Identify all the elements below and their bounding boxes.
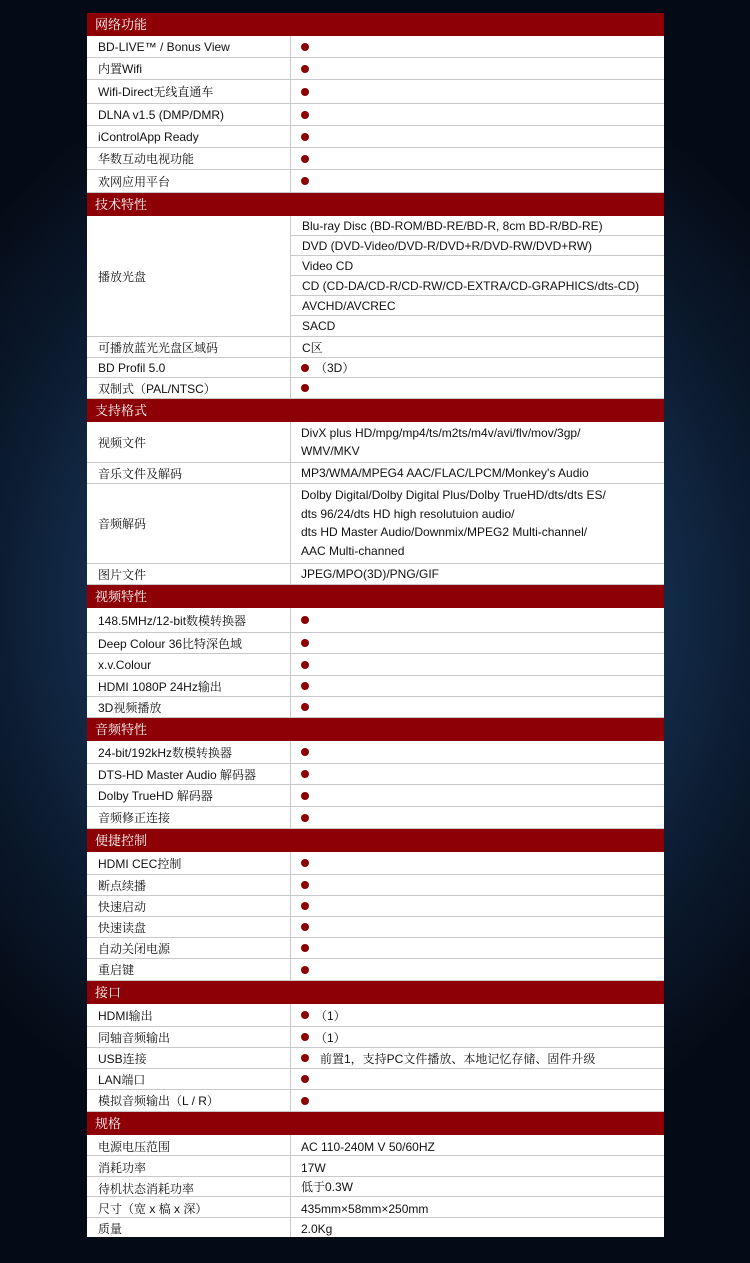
- row-label: 电源电压范围: [87, 1135, 291, 1155]
- table-row: [87, 896, 664, 917]
- supported-dot-icon: [301, 639, 309, 647]
- table-row: [87, 58, 664, 80]
- row-label: DLNA v1.5 (DMP/DMR): [87, 104, 291, 125]
- row-label: 断点续播: [87, 875, 291, 895]
- table-row: [87, 80, 664, 104]
- table-row: [87, 358, 664, 378]
- row-value: JPEG/MPO(3D)/PNG/GIF: [301, 567, 440, 581]
- row-label: 音频解码: [87, 484, 291, 563]
- row-label: LAN端口: [87, 1069, 291, 1089]
- table-row: [87, 959, 664, 981]
- row-value: C区: [302, 340, 323, 355]
- row-label: 音频修正连接: [87, 807, 291, 828]
- table-row: [87, 852, 664, 875]
- row-note: 前置1，支持PC文件播放、本地记忆存储、固件升级: [320, 1051, 596, 1066]
- supported-dot-icon: [301, 1075, 309, 1083]
- table-row: [87, 741, 664, 764]
- table-row: [87, 875, 664, 896]
- disc-list: [291, 216, 664, 336]
- table-row: [87, 170, 664, 193]
- table-row: [87, 807, 664, 829]
- row-label: 3D视频播放: [87, 697, 291, 717]
- disc-item: Video CD: [291, 256, 664, 276]
- row-note: （3D）: [315, 361, 355, 375]
- disc-item: Blu-ray Disc (BD-ROM/BD-RE/BD-R, 8cm BD-R/BD-RE): [291, 216, 664, 236]
- supported-dot-icon: [301, 133, 309, 141]
- row-label: 快速读盘: [87, 917, 291, 937]
- supported-dot-icon: [301, 364, 309, 372]
- table-row: [87, 422, 664, 463]
- table-row: [87, 1218, 664, 1237]
- row-label: USB连接: [87, 1048, 291, 1068]
- table-row: [87, 564, 664, 585]
- spec-sheet: [87, 13, 664, 1237]
- table-row: [87, 917, 664, 938]
- row-label: Wifi-Direct无线直通车: [87, 80, 291, 103]
- supported-dot-icon: [301, 923, 309, 931]
- supported-dot-icon: [301, 1011, 309, 1019]
- row-label: Deep Colour 36比特深色域: [87, 633, 291, 653]
- supported-dot-icon: [301, 770, 309, 778]
- row-label: Dolby TrueHD 解码器: [87, 785, 291, 806]
- section-header-ports: 接口: [87, 981, 664, 1004]
- supported-dot-icon: [301, 1097, 309, 1105]
- disc-item: AVCHD/AVCREC: [291, 296, 664, 316]
- table-row: [87, 126, 664, 148]
- table-row: [87, 216, 664, 337]
- row-label: DTS-HD Master Audio 解码器: [87, 764, 291, 784]
- row-label: iControlApp Ready: [87, 126, 291, 147]
- row-label: 尺寸（宽 x 槁 x 深）: [87, 1197, 291, 1217]
- supported-dot-icon: [301, 881, 309, 889]
- supported-dot-icon: [301, 859, 309, 867]
- supported-dot-icon: [301, 43, 309, 51]
- row-label: 24-bit/192kHz数模转换器: [87, 741, 291, 763]
- row-label: 模拟音频输出（L / R）: [87, 1090, 291, 1111]
- row-label: 快速启动: [87, 896, 291, 916]
- table-row: [87, 1027, 664, 1048]
- table-row: [87, 764, 664, 785]
- row-label: 双制式（PAL/NTSC）: [87, 378, 291, 398]
- row-note: （1）: [315, 1030, 346, 1045]
- row-label: 播放光盘: [87, 216, 291, 336]
- supported-dot-icon: [301, 1054, 309, 1062]
- table-row: [87, 378, 664, 399]
- table-row: [87, 337, 664, 358]
- supported-dot-icon: [301, 177, 309, 185]
- row-label: x.v.Colour: [87, 654, 291, 675]
- supported-dot-icon: [301, 792, 309, 800]
- section-header-tech: 技术特性: [87, 193, 664, 216]
- row-label: HDMI CEC控制: [87, 852, 291, 874]
- row-value: DivX plus HD/mpg/mp4/ts/m2ts/m4v/avi/flv/mov/3gp/ WMV/MKV: [301, 426, 581, 458]
- table-row: [87, 104, 664, 126]
- table-row: [87, 654, 664, 676]
- row-value: 低于0.3W: [301, 1180, 354, 1194]
- row-label: BD Profil 5.0: [87, 358, 291, 377]
- row-value: 435mm×58mm×250mm: [301, 1202, 429, 1216]
- row-value: MP3/WMA/MPEG4 AAC/FLAC/LPCM/Monkey's Audio: [301, 466, 589, 480]
- row-label: 视频文件: [87, 422, 291, 462]
- row-note: （1）: [315, 1008, 346, 1023]
- row-label: 自动关闭电源: [87, 938, 291, 958]
- table-row: [87, 938, 664, 959]
- table-row: [87, 608, 664, 633]
- table-row: [87, 484, 664, 564]
- table-row: [87, 1048, 664, 1069]
- supported-dot-icon: [301, 155, 309, 163]
- disc-item: CD (CD-DA/CD-R/CD-RW/CD-EXTRA/CD-GRAPHICS/dts-CD): [291, 276, 664, 296]
- disc-item: SACD: [302, 319, 336, 333]
- supported-dot-icon: [301, 616, 309, 624]
- supported-dot-icon: [301, 1033, 309, 1041]
- table-row: [87, 633, 664, 654]
- supported-dot-icon: [301, 703, 309, 711]
- table-row: [87, 1177, 664, 1197]
- row-value: 17W: [301, 1161, 326, 1175]
- supported-dot-icon: [301, 661, 309, 669]
- table-row: [87, 36, 664, 58]
- table-row: [87, 463, 664, 484]
- row-label: 消耗功率: [87, 1156, 291, 1176]
- supported-dot-icon: [301, 111, 309, 119]
- row-label: 华数互动电视功能: [87, 148, 291, 169]
- row-label: 重启键: [87, 959, 291, 980]
- table-row: [87, 1090, 664, 1112]
- row-label: 内置Wifi: [87, 58, 291, 79]
- supported-dot-icon: [301, 682, 309, 690]
- section-header-formats: 支持格式: [87, 399, 664, 422]
- supported-dot-icon: [301, 65, 309, 73]
- supported-dot-icon: [301, 384, 309, 392]
- table-row: [87, 1004, 664, 1027]
- row-label: 质量: [87, 1218, 291, 1237]
- disc-item: DVD (DVD-Video/DVD-R/DVD+R/DVD-RW/DVD+RW): [291, 236, 664, 256]
- row-label: 音乐文件及解码: [87, 463, 291, 483]
- supported-dot-icon: [301, 748, 309, 756]
- row-label: 148.5MHz/12-bit数模转换器: [87, 608, 291, 632]
- row-value: AC 110-240M V 50/60HZ: [301, 1140, 435, 1154]
- table-row: [87, 148, 664, 170]
- table-row: [87, 697, 664, 718]
- row-value: Dolby Digital/Dolby Digital Plus/Dolby TrueHD/dts/dts ES/ dts 96/24/dts HD high resolutuion audio/ dts HD Master Audio/Downmix/MPEG2 Multi-channel/ AAC Multi-channed: [301, 488, 606, 558]
- row-label: 欢网应用平台: [87, 170, 291, 192]
- section-header-specs: 规格: [87, 1112, 664, 1135]
- supported-dot-icon: [301, 814, 309, 822]
- supported-dot-icon: [301, 944, 309, 952]
- section-header-control: 便捷控制: [87, 829, 664, 852]
- supported-dot-icon: [301, 966, 309, 974]
- row-label: 同轴音频输出: [87, 1027, 291, 1047]
- section-header-video: 视频特性: [87, 585, 664, 608]
- row-label: 图片文件: [87, 564, 291, 584]
- row-label: 待机状态消耗功率: [87, 1177, 291, 1196]
- row-label: HDMI输出: [87, 1004, 291, 1026]
- row-label: BD-LIVE™ / Bonus View: [87, 36, 291, 57]
- table-row: [87, 676, 664, 697]
- section-header-network: 网络功能: [87, 13, 664, 36]
- supported-dot-icon: [301, 902, 309, 910]
- table-row: [87, 1156, 664, 1177]
- table-row: [87, 1135, 664, 1156]
- row-value: 2.0Kg: [301, 1222, 333, 1236]
- supported-dot-icon: [301, 88, 309, 96]
- table-row: [87, 785, 664, 807]
- table-row: [87, 1069, 664, 1090]
- row-label: 可播放蓝光光盘区域码: [87, 337, 291, 357]
- row-label: HDMI 1080P 24Hz输出: [87, 676, 291, 696]
- section-header-audio: 音频特性: [87, 718, 664, 741]
- table-row: [87, 1197, 664, 1218]
